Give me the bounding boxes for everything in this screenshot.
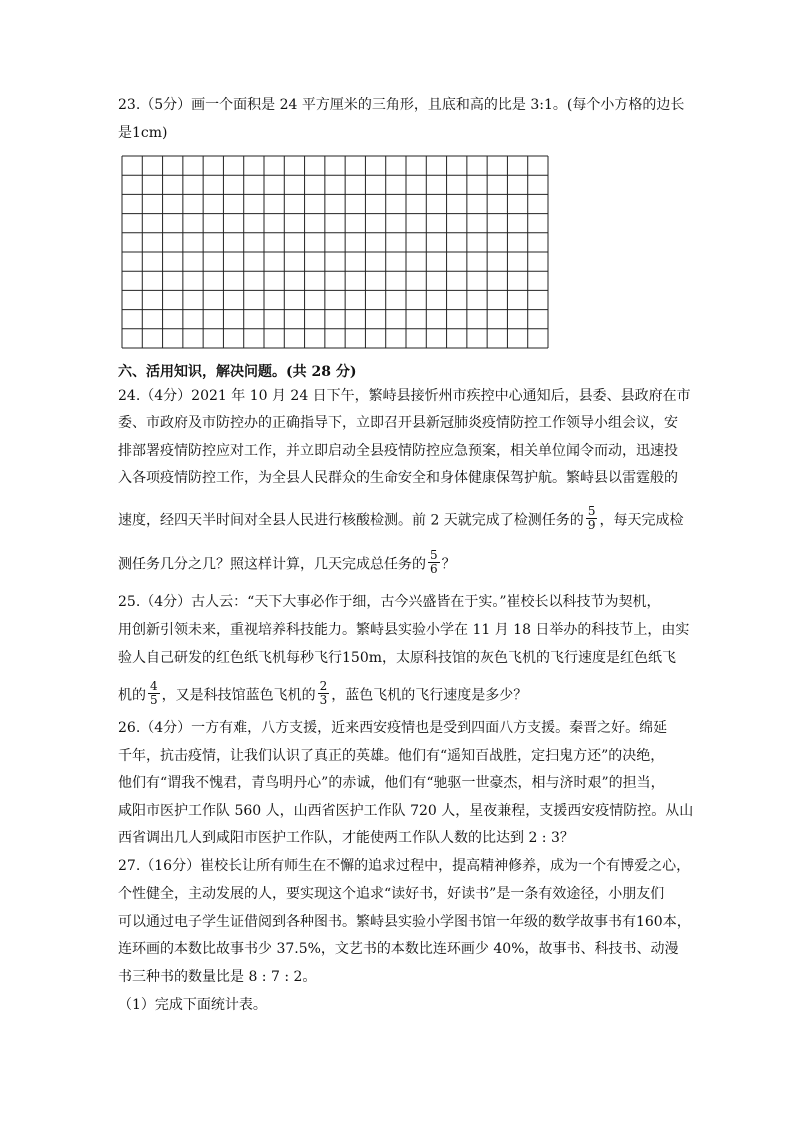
q24-line-3: 排部署疫情防控应对工作，并立即启动全县疫情防控应急预案，相关单位闻令而动，迅速投 — [118, 443, 678, 459]
grid-svg — [121, 155, 549, 349]
q25-line-4-text-c: ，蓝色飞机的飞行速度是多少？ — [331, 687, 528, 704]
fraction-numerator: 5 — [587, 504, 596, 518]
fraction-5-9 — [586, 505, 598, 532]
q26-line-3: 他们有“谓我不愧君，青鸟明丹心”的赤诚，他们有“驰驱一世豪杰，相与济时艰”的担当， — [118, 775, 665, 791]
q26-line-2: 千年，抗击疫情，让我们认识了真正的英雄。他们有“遥知百战胜，定扫鬼方还”的决绝， — [118, 748, 665, 764]
q26-line-4: 咸阳市医护工作队 560 人，山西省医护工作队 720 人，星夜兼程，支援西安疫情防控。从山 — [118, 803, 694, 819]
q24-line-6 — [118, 548, 678, 578]
fraction-2-3 — [318, 680, 330, 707]
q27-line-5: 书三种书的数量比是 8 : 7 : 2。 — [118, 969, 317, 985]
q23-line-1: 23.（5分）画一个面积是 24 平方厘米的三角形，且底和高的比是 3:1。(每个小方格的边长 — [118, 97, 685, 113]
q24-line-6-text-b: ？ — [441, 556, 456, 573]
q24-line-6-text-a: 测任务几分之几？照这样计算，几天完成总任务的 — [118, 556, 426, 573]
q27-line-2: 个性健全，主动发展的人，要实现这个追求“读好书，好读书”是一条有效途径，小朋友们 — [118, 886, 665, 902]
q27-sub-1: （1）完成下面统计表。 — [118, 997, 267, 1013]
fraction-numerator: 2 — [319, 679, 328, 693]
q25-line-4-text-a: 机的 — [118, 687, 146, 704]
q25-line-4-text-b: ，又是科技馆蓝色飞机的 — [161, 687, 316, 704]
q25-line-1: 25.（4分）古人云：“天下大事必作于细，古今兴盛皆在于实。”崔校长以科技节为契机， — [118, 594, 661, 610]
q27-line-1: 27.（16分）崔校长让所有师生在不懈的追求过程中，提高精神修养，成为一个有博爱之心， — [118, 858, 691, 874]
square-grid — [121, 155, 549, 349]
q23-line-2: 是1cm) — [118, 125, 168, 141]
fraction-denominator: 9 — [587, 518, 596, 532]
fraction-5-6 — [428, 549, 440, 576]
q24-line-1: 24.（4分）2021 年 10 月 24 日下午，繁峙县接忻州市疾控中心通知后，县委、县政府在市 — [118, 388, 691, 404]
q24-line-4: 入各项疫情防控工作，为全县人民群众的生命安全和身体健康保驾护航。繁峙县以雷霆般的 — [118, 470, 678, 486]
fraction-numerator: 5 — [430, 548, 438, 562]
section-6-title: 六、活用知识，解决问题。(共 28 分) — [118, 364, 357, 380]
fraction-denominator: 5 — [150, 693, 158, 707]
q27-line-3: 可以通过电子学生证借阅到各种图书。繁峙县实验小学图书馆一年级的数学故事书有160本， — [118, 914, 691, 930]
q24-line-5-text-b: ，每天完成检 — [599, 512, 684, 529]
fraction-denominator: 6 — [430, 562, 438, 576]
fraction-4-5 — [148, 680, 160, 707]
fraction-denominator: 3 — [319, 693, 328, 707]
fraction-numerator: 4 — [150, 679, 158, 693]
q25-line-2: 用创新引领未来，重视培养科技能力。繁峙县实验小学在 11 月 18 日举办的科技节上，由实 — [118, 622, 690, 638]
q26-line-5: 西省调出几人到咸阳市医护工作队，才能使两工作队人数的比达到 2 : 3？ — [118, 830, 574, 846]
q24-line-5-text-a: 速度，经四天半时间对全县人民进行核酸检测。前 2 天就完成了检测任务的 — [118, 512, 584, 529]
q24-line-2: 委、市政府及市防控办的正确指导下，立即召开县新冠肺炎疫情防控工作领导小组会议，安 — [118, 415, 678, 431]
q24-line-5 — [118, 504, 684, 534]
q27-line-4: 连环画的本数比故事书少 37.5%，文艺书的本数比连环画少 40%，故事书、科技书、动漫 — [118, 941, 679, 957]
q25-line-4 — [118, 679, 678, 709]
q26-line-1: 26.（4分）一方有难，八方支援，近来西安疫情也是受到四面八方支援。秦晋之好。绵延 — [118, 720, 668, 736]
q25-line-3: 验人自己研发的红色纸飞机每秒飞行150m，太原科技馆的灰色飞机的飞行速度是红色纸飞 — [118, 650, 676, 666]
